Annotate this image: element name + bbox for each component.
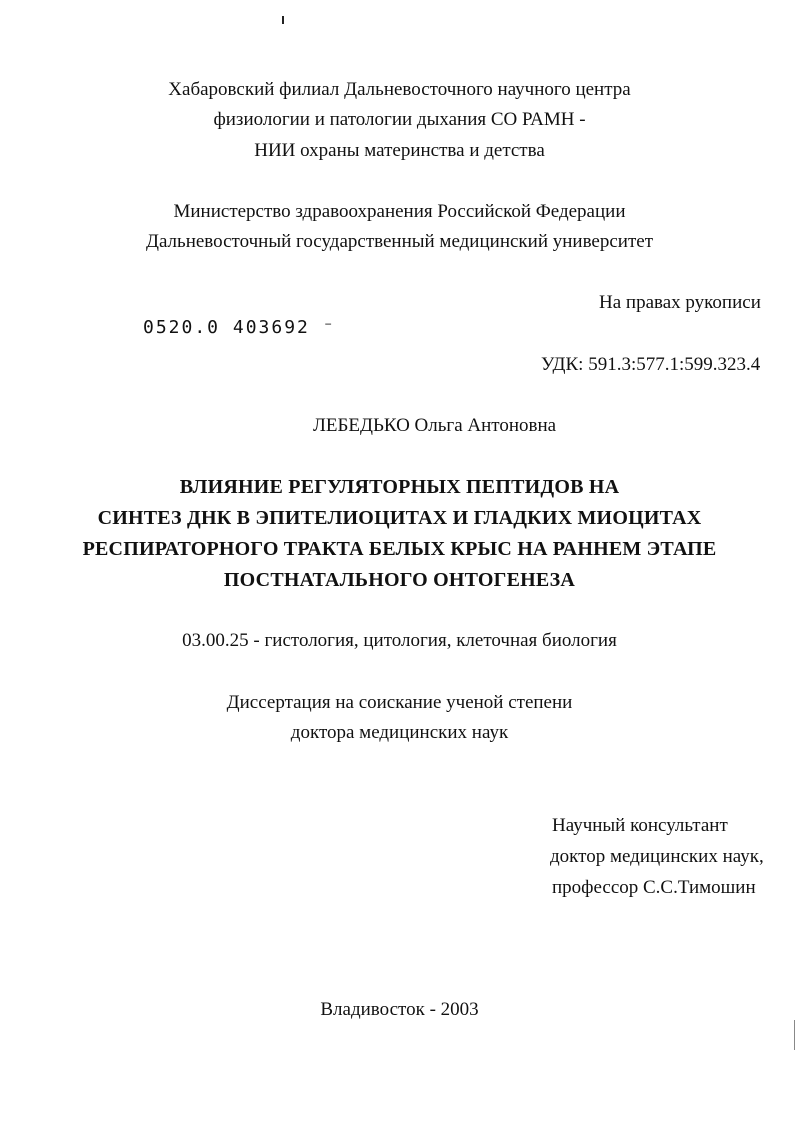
title-line-4: ПОСТНАТАЛЬНОГО ОНТОГЕНЕЗА [223, 569, 576, 591]
scan-mark [282, 16, 284, 24]
rights-note: На правах рукописи [599, 292, 761, 313]
consultant-line-1: Научный консультант [552, 815, 728, 836]
author-name: ЛЕБЕДЬКО Ольга Антоновна [313, 415, 557, 436]
institution-line-3: НИИ охраны материнства и детства [254, 140, 545, 161]
title-line-2: СИНТЕЗ ДНК В ЭПИТЕЛИОЦИТАХ И ГЛАДКИХ МИОЦИТАХ [97, 507, 702, 529]
title-line-3: РЕСПИРАТОРНОГО ТРАКТА БЕЛЫХ КРЫС НА РАННЕМ ЭТАПЕ [82, 538, 717, 560]
title-line-1: ВЛИЯНИЕ РЕГУЛЯТОРНЫХ ПЕПТИДОВ НА [179, 476, 620, 498]
udc-code: УДК: 591.3:577.1:599.323.4 [541, 354, 761, 375]
place-year: Владивосток - 2003 [320, 999, 479, 1020]
scan-edge-mark [794, 1020, 795, 1050]
degree-line-1: Диссертация на соискание ученой степени [226, 692, 573, 713]
specialty: 03.00.25 - гистология, цитология, клеточная биология [182, 630, 617, 651]
institution-line-2: физиологии и патологии дыхания СО РАМН - [213, 109, 586, 130]
ministry-line-1: Министерство здравоохранения Российской Федерации [173, 201, 626, 222]
consultant-line-3: профессор С.С.Тимошин [552, 877, 756, 898]
consultant-line-2: доктор медицинских наук, [550, 846, 764, 867]
degree-line-2: доктора медицинских наук [290, 722, 509, 743]
institution-line-1: Хабаровский филиал Дальневосточного научного центра [168, 79, 631, 100]
registration-code: 0520.0 403692 ⁻ [143, 317, 336, 338]
ministry-line-2: Дальневосточный государственный медицинский университет [145, 231, 654, 252]
